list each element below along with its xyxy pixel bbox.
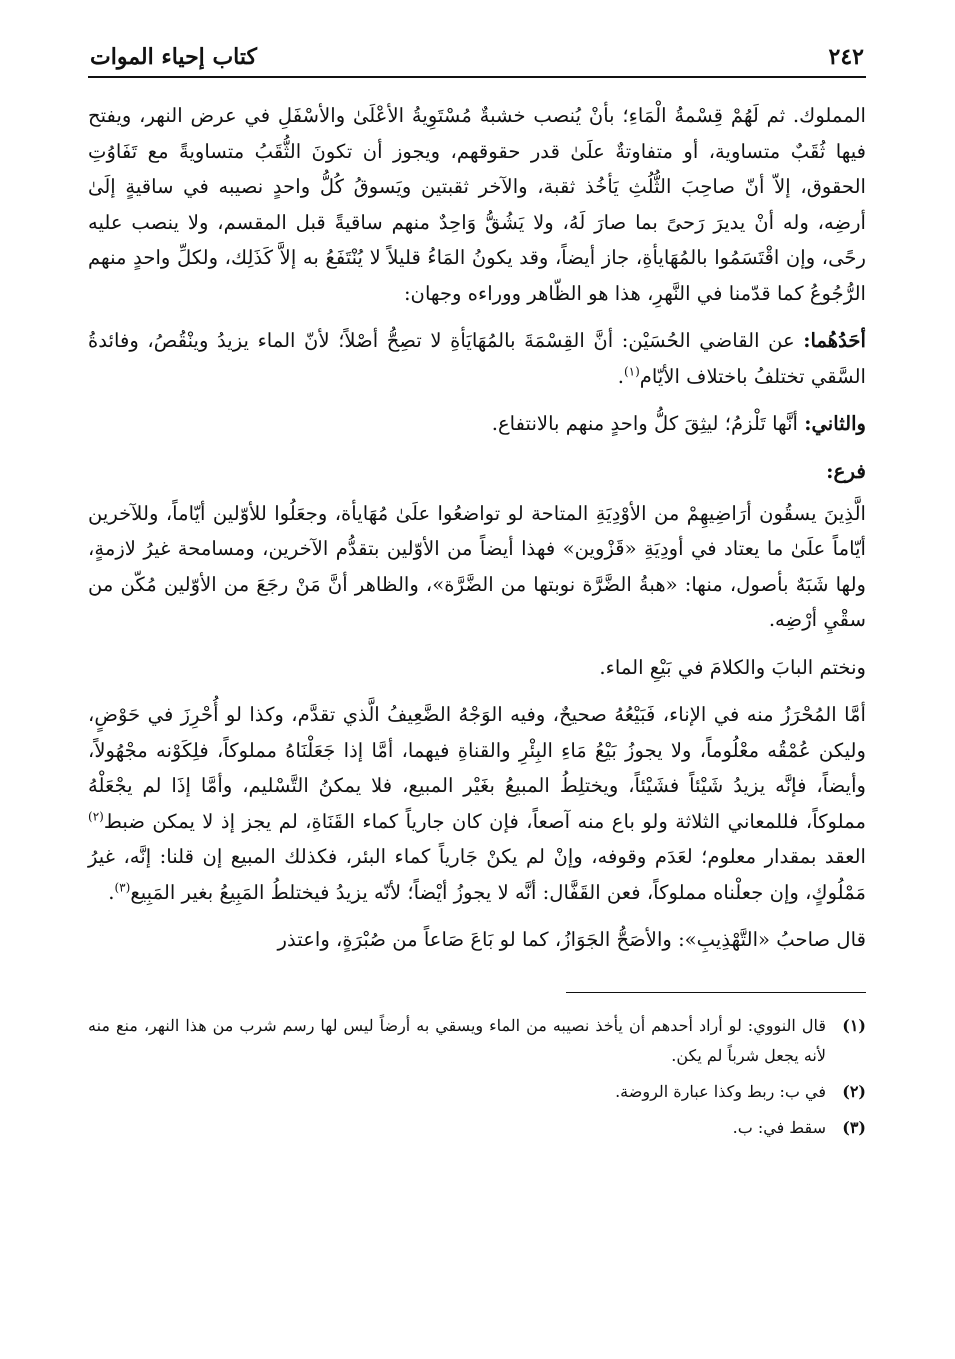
book-title: كتاب إحياء الموات (90, 44, 257, 70)
footnote-number: (٣) (842, 1117, 866, 1137)
footnote-text: في ب: ربط وكذا عبارة الروضة. (615, 1081, 826, 1101)
paragraph-6: أمَّا المُحْرَزُ منه في الإناء، فَبَيْعُهُ صحيحٌ، وفيه الوَجْهُ الضَّعِيفُ الَّذي تقدَّم، وكذا لو أُحْرِزَ في حَوْضٍ، وليكن عُمْقُه معْلُوماً، ولا يجوزُ بَيْعُ مَاءِ البِئْرِ والقناةِ فيهما، أمَّا إذا جَعَلْنَاهُ مملوكاً، فلِكَوْنه مجْهُولاً، وأيضاً، فإنَّه يزيدُ شَيْئاً فشَيْئاً، ويختلِطُ المبيعُ بغَيْر المبيع، فلا يمكنُ التَّسْليم، وأمَّا إذَا لم يجْعَلْهُ مملوكاً، فللمعاني الثلاثة ولو باع منه آصعاً، فإن كان جارياً كماء القَنَاةِ، لم يجز إذ لا يمكن ضبط$^{(٢)}$ العقد بمقدار معلوم؛ لعَدَم وقوفه، وإنْ لم يكنْ جَارياً كماء البئر، فكذلك المبيع إن قلنا: إنَّه، غيرُ مَمْلُوكٍ، وإن جعلْناه مملوكاً، فعن القَفَّال: أنَّه لا يجوزُ أيْضاً؛ لأنّه يزيدُ فيختلطُ المَبِيعُ بغير المَبِيع$^{(٣)}$. (88, 703, 866, 904)
footnote-number: (٢) (842, 1081, 866, 1101)
paragraph-4: الَّذِينَ يسقُون أرَاضِيهِمْ من الأوْدِيَةِ المتاحة لو تواضعُوا علَىٰ مُهَايأة، وجعَلُوا للأوّلين أيّاماً، وللآخرين أيّاماً علَىٰ ما يعتاد في أودِيَةِ «قَزْوين» فهذا أيضاً من الأوّلين بتقدُّم الآخرين، ومسامحة غيرُ لازمةٍ، ولها شَبَهٌ بأصول، منها: «هبةُ الضَّرَّة نوبتها من الضَّرَّة»، والظاهر أنَّ مَنْ رجَعَ من الأوّلين مُكّن من سقْيِ أرْضِه. (88, 501, 866, 631)
paragraph-first-view: أحَدُهُما: عن القاضي الحُسَيْن: أنَّ القِسْمَةَ بالمُهَايَأةِ لا تصِحُّ أصْلاً؛ لأنّ الماء يزيدُ وينْقُصُ، وفائدةُ السَّقي تختلفُ باختلاف الأيّام$^{(١)}$. (88, 329, 866, 388)
paragraph-second-view (88, 406, 866, 442)
paragraph-7: قال صاحبُ «التَّهْذِيبِ»: والأصَحُّ الجَوَازُ، كما لو بَاعَ صَاعاً من صُبْرَةٍ، واعتذر (277, 928, 866, 951)
first-view-label: أحَدُهُما: (803, 329, 866, 352)
footnote-rule (566, 992, 866, 993)
page-number: ٢٤٢ (828, 44, 864, 70)
section-heading-furu: فرع: (826, 458, 866, 483)
footnote-text: قال النووي: لو أراد أحدهم أن يأخذ نصيبه من الماء ويسقي به أرضاً ليس لها رسم شرب من هذا النهر، منع منه لأنه يجعل شرباً لم يكن. (88, 1015, 826, 1065)
main-text (88, 98, 866, 958)
footnote-ref-1[interactable]: (١) (623, 363, 640, 378)
paragraph-5: ونختم البابَ والكلامَ في بَيْعِ الماء. (599, 655, 866, 679)
footnote (88, 1077, 866, 1107)
header-rule (88, 76, 866, 78)
first-view-text: عن القاضي الحُسَيْن: أنَّ القِسْمَةَ بالمُهَايَأةِ لا تصِحُّ أصْلاً؛ لأنّ الماء يزيدُ وينْقُصُ، وفائدةُ السَّقي تختلفُ باختلاف الأيّام (88, 329, 866, 388)
paragraph-1: المملوك. ثم لَهُمْ قِسْمةُ الْمَاءِ؛ بأنْ يُنصب خشبةٌ مُسْتَوِيةُ الأعْلَىٰ والأسْفَلِ في عرض النهر، ويفتح فيها ثُقَبٌ متساوية، أو متفاوتةٌ علَىٰ قدر حقوقهم، ويجوز أن تكونَ الثُّقَبُ متساويةً مع تَفَاوُتِ الحقوق، إلاّ أنّ صاحِبَ الثُّلُثِ يَأخُذ ثقبة، والآخر ثقبتين ويَسوقُ كُلُّ واحدٍ نصيبه في ساقيةٍ إلَىٰ أرضِه، وله أنْ يديرَ رَحىً بما صارَ لَهُ، ولا يَشُقُّ وَاحِدٌ منهم ساقيةً قبل المقسم، ولا ينصب عليه رحًى، وإن اقْتَسَمُوا بالمُهَايأةِ، جاز أيضاً، وقد يكونُ المَاءُ قليلاً لا يُنْتَفَعُ به إلاَّ كَذَلِك، ولكلِّ واحدٍ منهم الرُّجُوعُ كما قدّمنا في النَّهرِ، هذا هو الظّاهر ووراءه وجهان: (88, 104, 866, 305)
book-page (88, 30, 866, 1330)
footnote (88, 1113, 866, 1143)
footnote-number: (١) (842, 1015, 866, 1035)
running-header (88, 30, 866, 72)
footnote (88, 1011, 866, 1071)
footnote-text: سقط في: ب. (732, 1117, 826, 1137)
footnote-ref-3[interactable]: (٣) (114, 879, 131, 894)
footnote-ref-2[interactable]: (٢) (88, 808, 104, 823)
second-view-label: والثاني: (804, 412, 866, 435)
second-view-text: أنَّها تَلْزمُ؛ ليثِقَ كلُّ واحدٍ منهم بالانتفاع. (491, 412, 798, 435)
footnotes (88, 1011, 866, 1143)
